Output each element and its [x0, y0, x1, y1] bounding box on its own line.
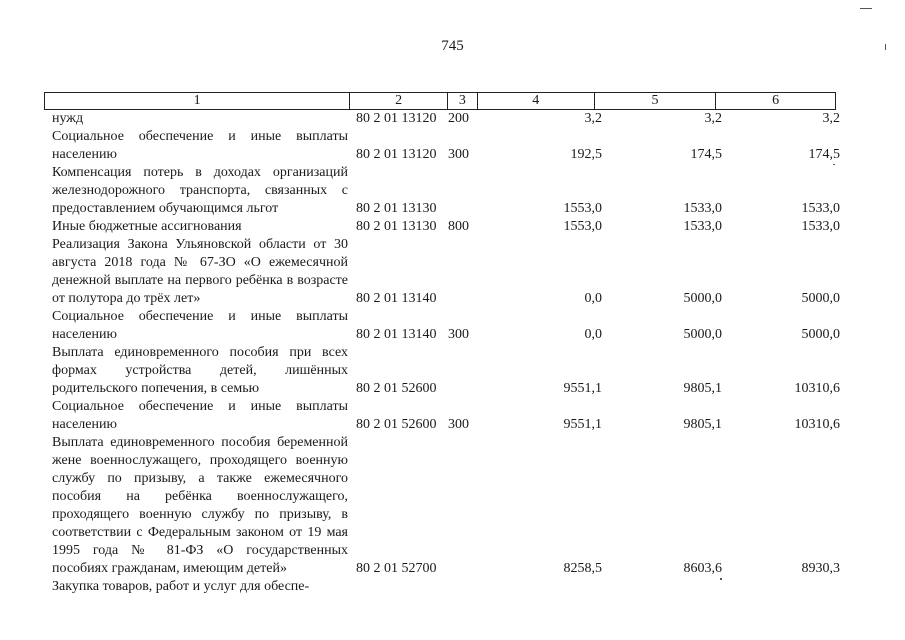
row-name: Иные бюджетные ассигнования [52, 219, 242, 234]
scan-mark [833, 164, 835, 165]
table-row [52, 164, 842, 218]
header-cell-3: 3 [448, 93, 478, 109]
row-value-4: 192,5 [570, 147, 602, 162]
row-name: Выплата единовременного пособия беременной жене военнослужащего, проходящего военную службу по призыву, а также ежемесячного пособия на ребёнка военнослужащего, проходящего военную службу по призыву, в соответствии с Федеральным законом от 19 мая 1995 года № 81-ФЗ «О государственных пособиях гражданам, имеющим детей» [52, 435, 348, 576]
row-value-5: 5000,0 [683, 327, 722, 342]
table-row [52, 344, 842, 398]
row-value-4: 1553,0 [563, 201, 602, 216]
row-name: Выплата единовременного пособия при всех формах устройства детей, лишённых родительского попечения, в семью [52, 345, 348, 396]
row-value-4: 9551,1 [563, 381, 602, 396]
page-number: 745 [441, 38, 464, 54]
header-cell-1: 1 [45, 93, 350, 109]
row-name: Компенсация потерь в доходах организаций железнодорожного транспорта, связанных с предоставлением обучающимся льгот [52, 165, 348, 216]
row-type: 800 [448, 219, 469, 234]
row-value-5: 9805,1 [683, 381, 722, 396]
table-row [52, 398, 842, 434]
row-name: Социальное обеспечение и иные выплаты населению [52, 309, 348, 342]
row-type: 300 [448, 417, 469, 432]
header-cell-2: 2 [350, 93, 448, 109]
row-value-6: 8930,3 [801, 561, 840, 576]
row-value-5: 9805,1 [683, 417, 722, 432]
table-row [52, 128, 842, 164]
row-value-4: 0,0 [584, 327, 602, 342]
table-row [52, 236, 842, 308]
row-value-5: 8603,6 [683, 561, 722, 576]
scan-mark [885, 44, 886, 50]
row-value-6: 5000,0 [801, 291, 840, 306]
row-value-4: 0,0 [584, 291, 602, 306]
row-value-6: 10310,6 [794, 381, 840, 396]
scan-mark [860, 8, 872, 9]
row-code: 80 2 01 13140 [356, 291, 437, 306]
table-header [44, 92, 836, 110]
row-value-6: 10310,6 [794, 417, 840, 432]
row-name: Социальное обеспечение и иные выплаты населению [52, 129, 348, 162]
row-code: 80 2 01 52700 [356, 561, 437, 576]
row-value-6: 1533,0 [801, 219, 840, 234]
row-value-5: 1533,0 [683, 201, 722, 216]
row-value-4: 9551,1 [563, 417, 602, 432]
row-value-6: 174,5 [808, 147, 840, 162]
row-name: Реализация Закона Ульяновской области от 30 августа 2018 года № 67-ЗО «О ежемесячной денежной выплате на первого ребёнка в возрасте от полутора до трёх лет» [52, 237, 348, 306]
row-value-5: 3,2 [704, 111, 722, 126]
table-row [52, 110, 842, 128]
row-code: 80 2 01 52600 [356, 417, 437, 432]
table-body [52, 110, 842, 596]
table-row [52, 578, 842, 596]
header-cell-4: 4 [478, 93, 595, 109]
row-value-4: 8258,5 [563, 561, 602, 576]
row-value-4: 1553,0 [563, 219, 602, 234]
row-value-5: 1533,0 [683, 219, 722, 234]
row-type: 300 [448, 327, 469, 342]
table-row [52, 308, 842, 344]
scan-mark [720, 578, 722, 580]
row-code: 80 2 01 13130 [356, 219, 437, 234]
row-type: 200 [448, 111, 469, 126]
table-row [52, 218, 842, 236]
row-code: 80 2 01 52600 [356, 381, 437, 396]
row-code: 80 2 01 13120 [356, 111, 437, 126]
row-value-5: 5000,0 [683, 291, 722, 306]
row-name: нужд [52, 111, 84, 126]
row-value-6: 3,2 [822, 111, 840, 126]
row-value-4: 3,2 [584, 111, 602, 126]
row-code: 80 2 01 13140 [356, 327, 437, 342]
row-name: Закупка товаров, работ и услуг для обеспе- [52, 579, 310, 594]
row-value-6: 1533,0 [801, 201, 840, 216]
table-row [52, 434, 842, 578]
row-type: 300 [448, 147, 469, 162]
row-code: 80 2 01 13120 [356, 147, 437, 162]
row-value-6: 5000,0 [801, 327, 840, 342]
row-name: Социальное обеспечение и иные выплаты населению [52, 399, 348, 432]
row-value-5: 174,5 [690, 147, 722, 162]
header-cell-5: 5 [595, 93, 717, 109]
header-cell-6: 6 [772, 93, 780, 108]
row-code: 80 2 01 13130 [356, 201, 437, 216]
